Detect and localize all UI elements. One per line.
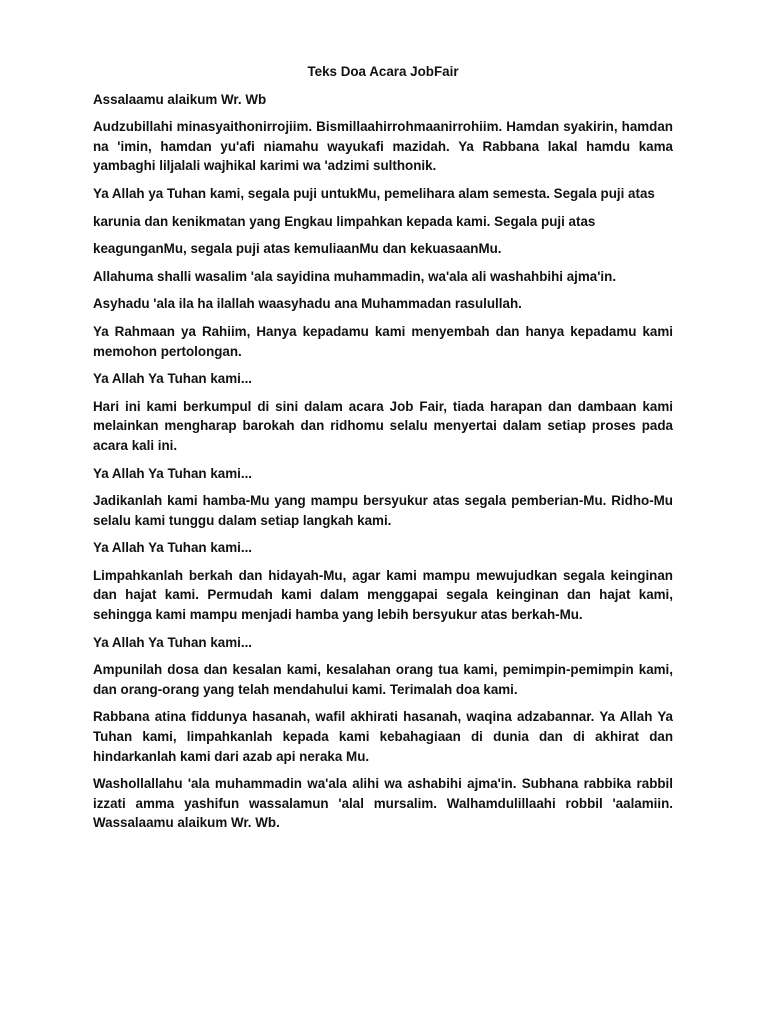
invocation-line: Ya Allah Ya Tuhan kami...: [93, 540, 253, 556]
paragraph-praise-2: karunia dan kenikmatan yang Engkau limpahkan kepada kami. Segala puji atas: [93, 213, 596, 229]
paragraph-opening-praise: Audzubillahi minasyaithonirrojiim. Bismillaahirrohmaanirrohiim. Hamdan syakirin, hamdan na 'imin, hamdan yu'afi niamahu wayukafi mazidah. Ya Rabbana lakal hamdu kama yambaghi liljalali wajhikal karimi wa 'adzimi sulthonik.: [93, 119, 673, 174]
paragraph-syahadat: Asyhadu 'ala ila ha ilallah waasyhadu ana Muhammadan rasulullah.: [93, 296, 522, 312]
paragraph-closing: Washollallahu 'ala muhammadin wa'ala alihi wa ashabihi ajma'in. Subhana rabbika rabbil izzati amma yashifun wassalamun 'alal mursalim. Walhamdulillaahi robbil 'aalamiin. Wassalaamu alaikum Wr. Wb.: [93, 776, 673, 831]
paragraph-jobfair: Hari ini kami berkumpul di sini dalam acara Job Fair, tiada harapan dan dambaan kami melainkan mengharap barokah dan ridhomu selalu menyertai dalam setiap proses pada acara kali ini.: [93, 398, 673, 453]
invocation-line: Ya Allah Ya Tuhan kami...: [93, 465, 253, 481]
paragraph-gratitude: Jadikanlah kami hamba-Mu yang mampu bersyukur atas segala pemberian-Mu. Ridho-Mu selalu kami tunggu dalam setiap langkah kami.: [93, 493, 673, 528]
paragraph-blessing: Limpahkanlah berkah dan hidayah-Mu, agar kami mampu mewujudkan segala keinginan dan hajat kami. Permudah kami dalam menggapai segala keinginan dan hajat kami, sehingga kami mampu menjadi hamba yang lebih bersyukur atas berkah-Mu.: [93, 567, 673, 623]
document-title: Teks Doa Acara JobFair: [307, 64, 459, 79]
invocation-line: Ya Allah Ya Tuhan kami...: [93, 634, 253, 650]
paragraph-worship: Ya Rahmaan ya Rahiim, Hanya kepadamu kami menyembah dan hanya kepadamu kami memohon pertolongan.: [93, 323, 673, 359]
paragraph-forgiveness: Ampunilah dosa dan kesalan kami, kesalahan orang tua kami, pemimpin-pemimpin kami, dan orang-orang yang telah mendahului kami. Terimalah doa kami.: [93, 662, 673, 697]
paragraph-shalawat: Allahuma shalli wasalim 'ala sayidina muhammadin, wa'ala ali washahbihi ajma'in.: [93, 268, 617, 284]
paragraph-rabbana: Rabbana atina fiddunya hasanah, wafil akhirati hasanah, waqina adzabannar. Ya Allah Ya Tuhan kami, limpahkanlah kepada kami kebahagiaan di dunia dan di akhirat dan hindarkanlah kami dari azab api neraka Mu.: [93, 709, 673, 764]
greeting-opening: Assalaamu alaikum Wr. Wb: [93, 91, 267, 107]
invocation-line: Ya Allah Ya Tuhan kami...: [93, 371, 253, 387]
paragraph-praise-3: keagunganMu, segala puji atas kemuliaanMu dan kekuasaanMu.: [93, 241, 502, 257]
paragraph-praise-1: Ya Allah ya Tuhan kami, segala puji untukMu, pemelihara alam semesta. Segala puji atas: [93, 185, 655, 201]
document-body: [93, 62, 673, 841]
